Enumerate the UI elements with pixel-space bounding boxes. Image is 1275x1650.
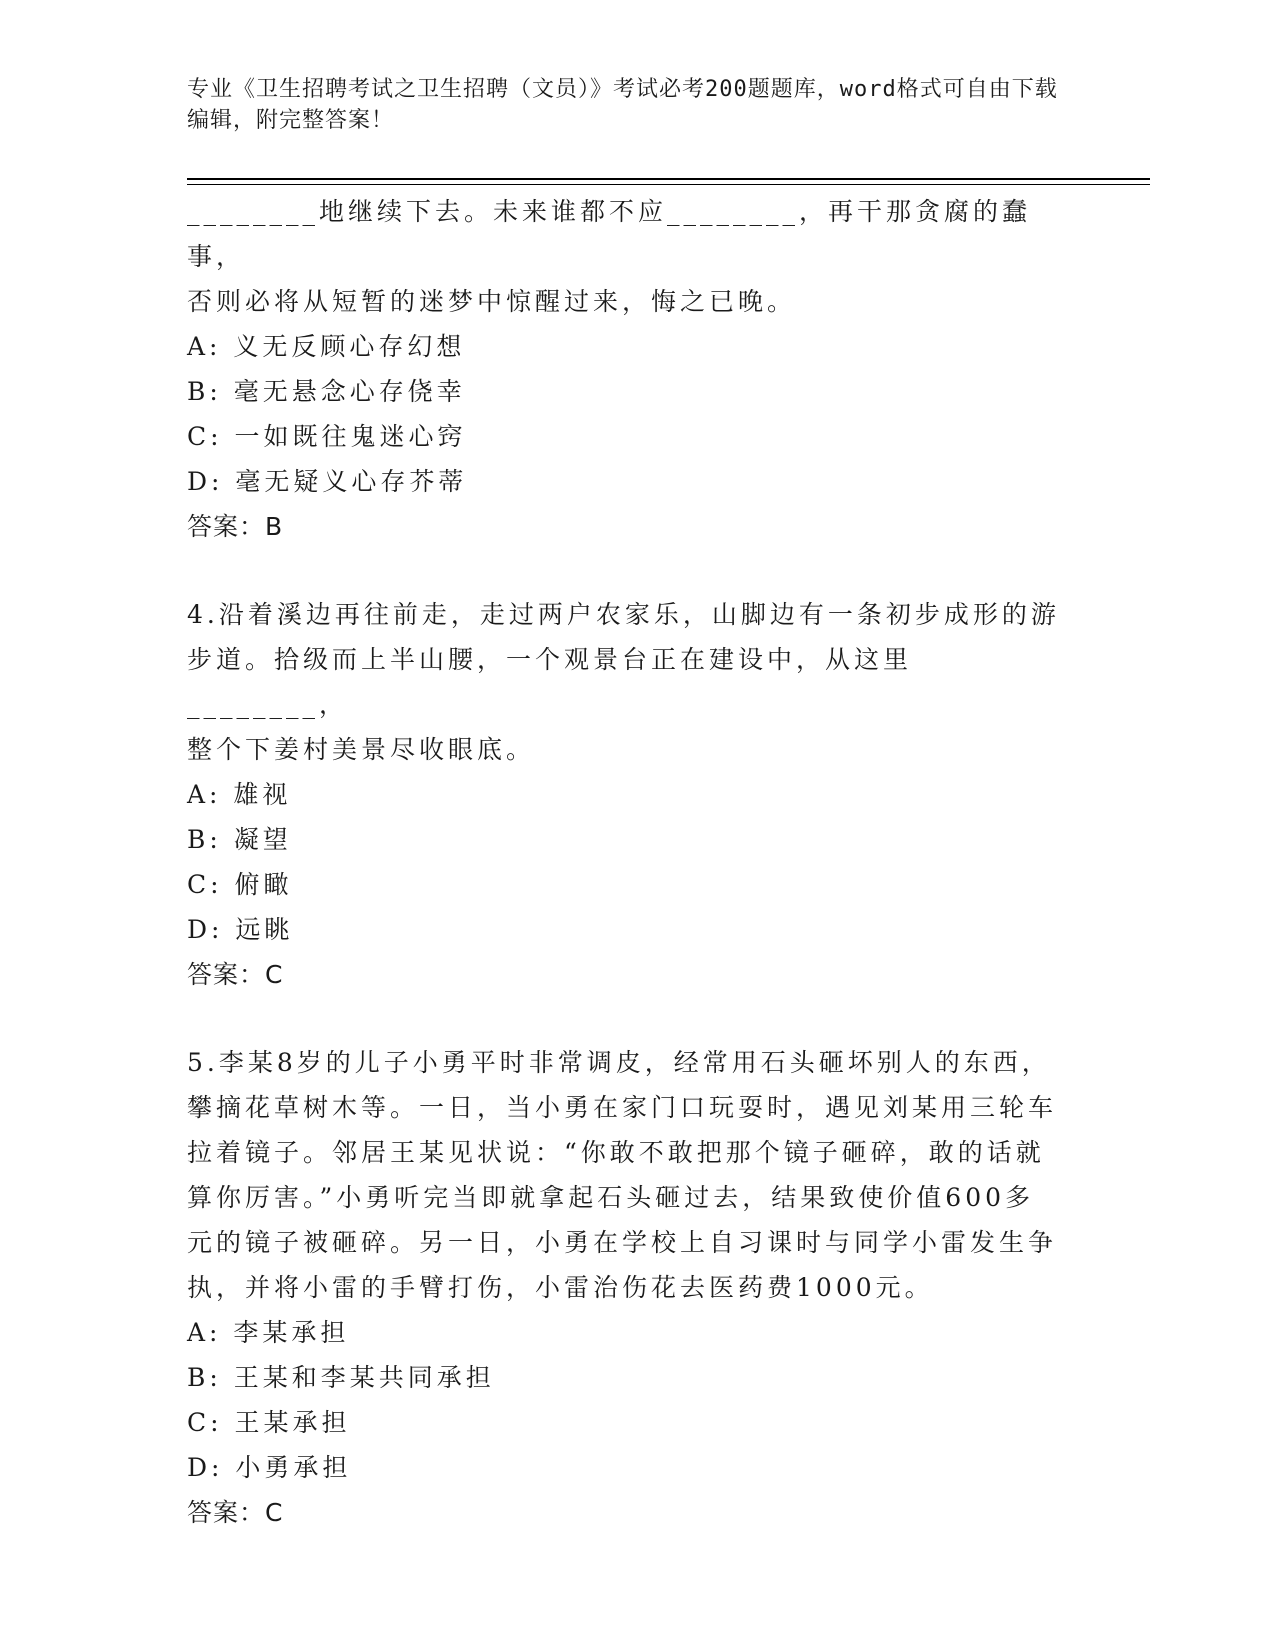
question-text-line: 算你厉害。”小勇听完当即就拿起石头砸过去，结果致使价值600多 (187, 1183, 1035, 1212)
answer-line: 答案：C (187, 960, 284, 989)
question-list (187, 189, 1067, 1578)
answer-line: 答案：B (187, 512, 284, 541)
option-d: D: 远眺 (187, 915, 294, 944)
question-3-continued (187, 189, 1067, 549)
option-d: D: 小勇承担 (187, 1453, 352, 1482)
question-text-line: 步道。拾级而上半山腰，一个观景台正在建设中，从这里________， (187, 645, 913, 719)
question-text-line: 5.李某8岁的儿子小勇平时非常调皮，经常用石头砸坏别人的东西， (187, 1048, 1051, 1077)
option-a: A: 李某承担 (187, 1318, 350, 1347)
question-text-line: 元的镜子被砸碎。另一日，小勇在学校上自习课时与同学小雷发生争 (187, 1228, 1058, 1257)
option-b: B: 王某和李某共同承担 (187, 1363, 495, 1392)
document-title: 专业《卫生招聘考试之卫生招聘（文员）》考试必考200题题库，word格式可自由下载编辑，附完整答案！ (187, 77, 1058, 133)
page-header (187, 74, 1067, 136)
question-text-line: 攀摘花草树木等。一日，当小勇在家门口玩耍时，遇见刘某用三轮车 (187, 1093, 1058, 1122)
option-a: A: 雄视 (187, 780, 292, 809)
question-text-line: 4.沿着溪边再往前走，走过两户农家乐，山脚边有一条初步成形的游 (187, 600, 1060, 629)
option-b: B: 凝望 (187, 825, 292, 854)
question-text-line: 整个下姜村美景尽收眼底。 (187, 735, 536, 764)
question-text-line: 拉着镜子。邻居王某见状说：“你敢不敢把那个镜子砸碎，敢的话就 (187, 1138, 1045, 1167)
question-text-line: 执，并将小雷的手臂打伤，小雷治伤花去医药费1000元。 (187, 1273, 934, 1302)
option-b: B: 毫无悬念心存侥幸 (187, 377, 466, 406)
question-text-line: 否则必将从短暂的迷梦中惊醒过来，悔之已晚。 (187, 287, 797, 316)
option-a: A: 义无反顾心存幻想 (187, 332, 466, 361)
question-text-line: ________地继续下去。未来谁都不应________，再干那贪腐的蠢事， (187, 197, 1032, 271)
option-c: C: 俯瞰 (187, 870, 293, 899)
answer-line: 答案：C (187, 1498, 284, 1527)
header-divider-thin (187, 184, 1150, 185)
question-5 (187, 1040, 1067, 1535)
question-4 (187, 592, 1067, 997)
option-d: D: 毫无疑义心存芥蒂 (187, 467, 468, 496)
header-divider-thick (187, 178, 1150, 180)
option-c: C: 一如既往鬼迷心窍 (187, 422, 467, 451)
option-c: C: 王某承担 (187, 1408, 351, 1437)
